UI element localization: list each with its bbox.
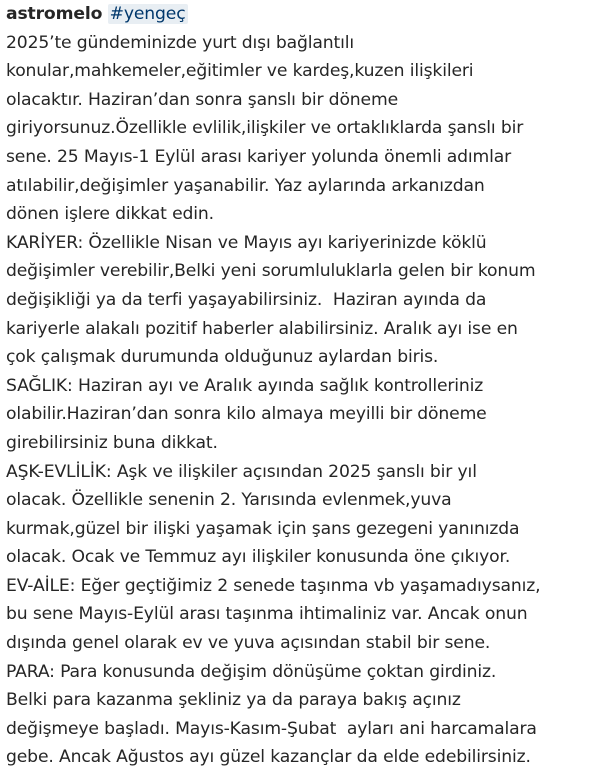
caption-line: giriyorsunuz.Özellikle evlilik,ilişkiler ve ortaklıklarda şanslı bir (6, 118, 524, 139)
caption-line: çok çalışmak durumunda olduğunuz aylardan biris. (6, 347, 439, 368)
caption-line: olacak. Ocak ve Temmuz ayı ilişkiler konusunda öne çıkıyor. (6, 547, 511, 568)
caption-line: kurmak,güzel bir ilişki yaşamak için şans gezegeni yanınızda (6, 518, 520, 539)
caption-line: olabilir.Haziran’dan sonra kilo almaya meyilli bir döneme (6, 404, 487, 425)
caption-line: değişmeye başladı. Mayıs-Kasım-Şubat ayları ani harcamalara (6, 718, 537, 739)
caption-line: KARİYER: Özellikle Nisan ve Mayıs ayı kariyerinizde köklü (6, 232, 487, 253)
caption-line: AŞK-EVLİLİK: Aşk ve ilişkiler açısından 2025 şanslı bir yıl (6, 461, 477, 482)
caption-line: konular,mahkemeler,eğitimler ve kardeş,kuzen ilişkileri (6, 61, 474, 82)
caption-line: değişimler verebilir,Belki yeni sorumluluklarla gelen bir konum (6, 261, 536, 282)
caption-line: sene. 25 Mayıs-1 Eylül arası kariyer yolunda önemli adımlar (6, 146, 512, 167)
caption-line: Belki para kazanma şekliniz ya da paraya bakış açınız (6, 690, 461, 711)
caption-header (6, 0, 604, 29)
caption-line: 2025’te gündeminizde yurt dışı bağlantılı (6, 32, 354, 53)
caption-line: olacak. Özellikle senenin 2. Yarısında evlenmek,yuva (6, 490, 452, 511)
username-link[interactable]: astromelo (6, 4, 103, 24)
caption-line: bu sene Mayıs-Eylül arası taşınma ihtimaliniz var. Ancak onun (6, 604, 528, 625)
caption-line: atılabilir,değişimler yaşanabilir. Yaz aylarında arkanızdan (6, 175, 485, 196)
caption-line: girebilirsiniz buna dikkat. (6, 432, 218, 453)
caption-line: PARA: Para konusunda değişim dönüşüme çoktan girdiniz. (6, 661, 497, 682)
caption-line: dışında genel olarak ev ve yuva açısından stabil bir sene. (6, 633, 491, 654)
caption-line: değişikliği ya da terfi yaşayabilirsiniz. Haziran ayında da (6, 289, 487, 310)
caption-line: dönen işlere dikkat edin. (6, 204, 214, 225)
caption-line: kariyerle alakalı pozitif haberler alabilirsiniz. Aralık ayı ise en (6, 318, 518, 339)
caption-line: SAĞLIK: Haziran ayı ve Aralık ayında sağlık kontrolleriniz (6, 375, 484, 396)
post-caption (6, 0, 604, 772)
caption-line: olacaktır. Haziran’dan sonra şanslı bir döneme (6, 89, 398, 110)
caption-line: gebe. Ancak Ağustos ayı güzel kazançlar da elde edebilirsiniz. (6, 747, 531, 768)
caption-line: EV-AİLE: Eğer geçtiğimiz 2 senede taşınma vb yaşamadıysanız, (6, 575, 541, 596)
hashtag-link[interactable]: #yengeç (109, 4, 186, 24)
